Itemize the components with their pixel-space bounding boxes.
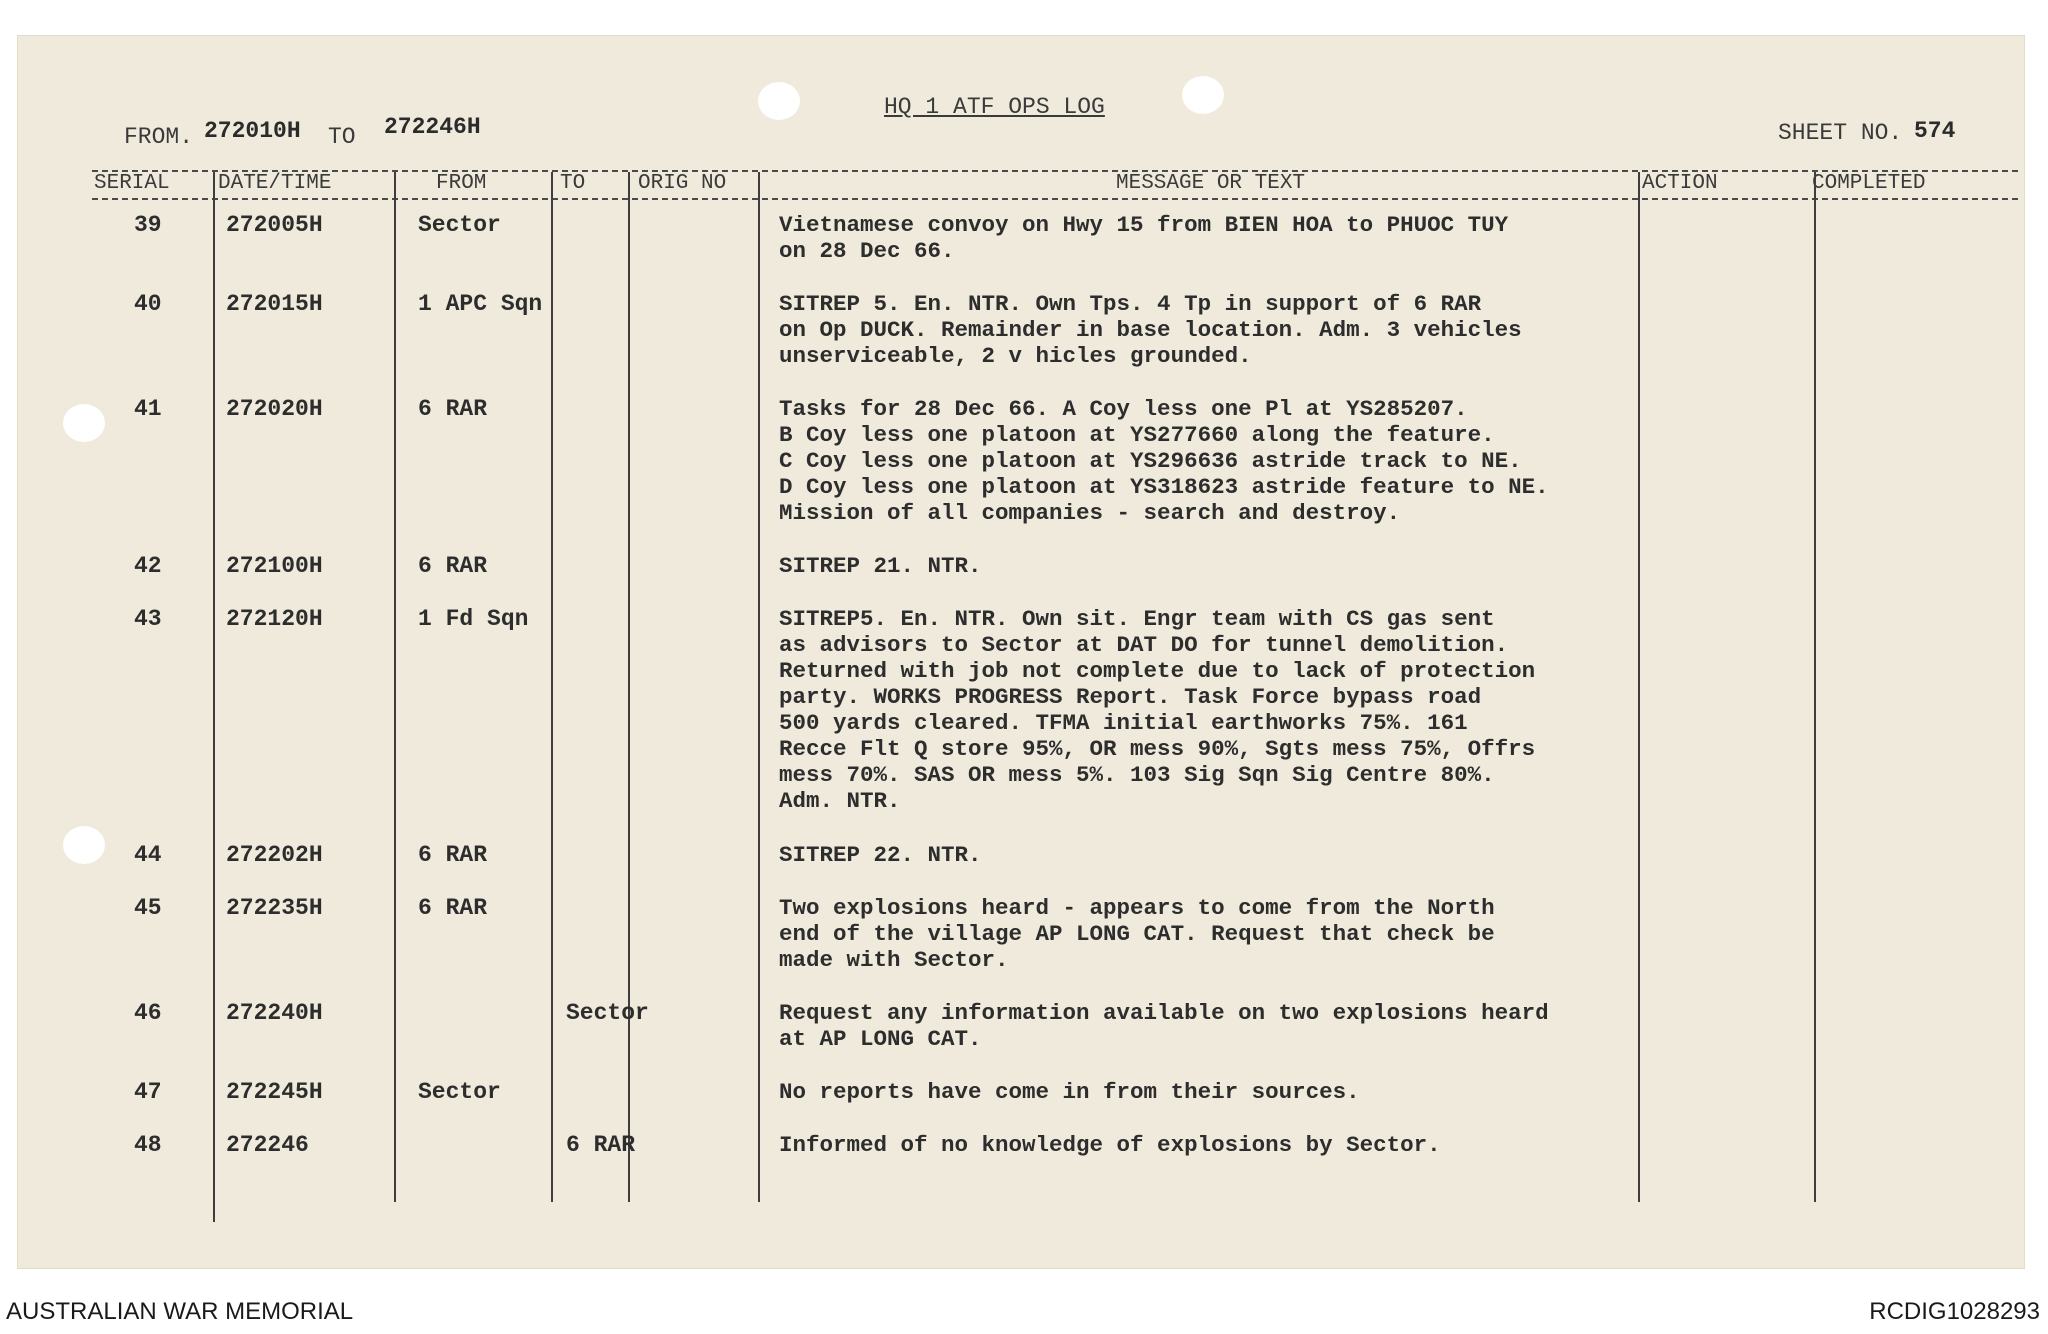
date-time: 272202H (226, 842, 323, 868)
column-rule-2 (394, 172, 396, 1202)
message-line: Mission of all companies - search and destroy. (779, 500, 1401, 526)
date-time: 272235H (226, 895, 323, 921)
date-time: 272005H (226, 212, 323, 238)
message-line: at AP LONG CAT. (779, 1026, 982, 1052)
message-line: end of the village AP LONG CAT. Request that check be (779, 921, 1495, 947)
message-line: SITREP 21. NTR. (779, 553, 982, 579)
document-title: HQ 1 ATF OPS LOG (884, 94, 1105, 120)
message-line: Informed of no knowledge of explosions by Sector. (779, 1132, 1441, 1158)
column-header-serial: SERIAL (94, 172, 170, 195)
to-unit: Sector (566, 1000, 649, 1026)
from-unit: Sector (418, 212, 501, 238)
serial-number: 45 (134, 895, 162, 921)
message-line: made with Sector. (779, 947, 1009, 973)
column-rule-4 (628, 172, 630, 1202)
column-header-orig-no: ORIG NO (638, 172, 727, 195)
message-line: party. WORKS PROGRESS Report. Task Force bypass road (779, 684, 1482, 710)
message-line: mess 70%. SAS OR mess 5%. 103 Sig Sqn Sig Centre 80%. (779, 762, 1495, 788)
serial-number: 42 (134, 553, 162, 579)
message-line: Vietnamese convoy on Hwy 15 from BIEN HOA to PHUOC TUY (779, 212, 1509, 238)
date-time: 272246 (226, 1132, 309, 1158)
from-unit: 1 APC Sqn (418, 291, 543, 317)
message-line: Returned with job not complete due to lack of protection (779, 658, 1536, 684)
serial-number: 48 (134, 1132, 162, 1158)
message-line: Recce Flt Q store 95%, OR mess 90%, Sgts mess 75%, Offrs (779, 736, 1536, 762)
message-line: on 28 Dec 66. (779, 238, 955, 264)
date-time: 272120H (226, 606, 323, 632)
from-unit: Sector (418, 1079, 501, 1105)
from-unit: 6 RAR (418, 553, 488, 579)
serial-number: 39 (134, 212, 162, 238)
message-text (779, 212, 1659, 264)
column-rule-5 (758, 172, 760, 1202)
sheet-number-label: SHEET NO. (1778, 120, 1903, 146)
message-line: SITREP 22. NTR. (779, 842, 982, 868)
message-text (779, 606, 1659, 814)
message-line: 500 yards cleared. TFMA initial earthworks 75%. 161 (779, 710, 1468, 736)
header-rule-top (92, 170, 2018, 172)
serial-number: 44 (134, 842, 162, 868)
message-line: unserviceable, 2 v hicles grounded. (779, 343, 1252, 369)
from-unit: 1 Fd Sqn (418, 606, 529, 632)
message-text (779, 842, 1659, 868)
from-unit: 6 RAR (418, 396, 488, 422)
punch-hole-side-lower (63, 826, 105, 864)
header-rule-bottom (92, 198, 2018, 200)
column-rule-7 (1814, 172, 1816, 1202)
from-unit: 6 RAR (418, 842, 488, 868)
serial-number: 40 (134, 291, 162, 317)
from-unit: 6 RAR (418, 895, 488, 921)
message-text (779, 1000, 1659, 1052)
message-line: Tasks for 28 Dec 66. A Coy less one Pl at YS285207. (779, 396, 1468, 422)
column-header-message: MESSAGE OR TEXT (1116, 172, 1306, 195)
date-time: 272240H (226, 1000, 323, 1026)
footer-archive-name: AUSTRALIAN WAR MEMORIAL (6, 1298, 354, 1325)
message-line: on Op DUCK. Remainder in base location. Adm. 3 vehicles (779, 317, 1522, 343)
to-label: TO (328, 124, 356, 150)
sheet-number-value: 574 (1914, 118, 1956, 144)
message-text (779, 1079, 1659, 1105)
message-line: Request any information available on two explosions heard (779, 1000, 1549, 1026)
date-time: 272015H (226, 291, 323, 317)
message-line: D Coy less one platoon at YS318623 astride feature to NE. (779, 474, 1549, 500)
punch-hole-top-right (1182, 76, 1224, 114)
column-header-action: ACTION (1642, 172, 1718, 195)
punch-hole-top-left (758, 82, 800, 120)
column-header-datetime: DATE/TIME (218, 172, 332, 195)
message-text (779, 1132, 1659, 1158)
to-unit: 6 RAR (566, 1132, 636, 1158)
serial-number: 46 (134, 1000, 162, 1026)
column-rule-3 (551, 172, 553, 1202)
column-header-from: FROM (436, 172, 487, 195)
message-text (779, 396, 1659, 526)
message-line: SITREP5. En. NTR. Own sit. Engr team with CS gas sent (779, 606, 1495, 632)
column-header-completed: COMPLETED (1812, 172, 1926, 195)
footer-record-id: RCDIG1028293 (1869, 1298, 2040, 1325)
column-rule-1 (213, 172, 215, 1222)
message-text (779, 553, 1659, 579)
message-line: B Coy less one platoon at YS277660 along the feature. (779, 422, 1495, 448)
message-line: as advisors to Sector at DAT DO for tunnel demolition. (779, 632, 1509, 658)
from-value: 272010H (204, 118, 301, 144)
punch-hole-side-upper (63, 404, 105, 442)
message-line: C Coy less one platoon at YS296636 astride track to NE. (779, 448, 1522, 474)
serial-number: 41 (134, 396, 162, 422)
date-time: 272100H (226, 553, 323, 579)
message-line: Adm. NTR. (779, 788, 901, 814)
message-text (779, 291, 1659, 369)
message-line: No reports have come in from their sources. (779, 1079, 1360, 1105)
from-label: FROM. (124, 124, 194, 150)
date-time: 272020H (226, 396, 323, 422)
serial-number: 43 (134, 606, 162, 632)
message-text (779, 895, 1659, 973)
to-value: 272246H (384, 114, 481, 140)
date-time: 272245H (226, 1079, 323, 1105)
message-line: SITREP 5. En. NTR. Own Tps. 4 Tp in support of 6 RAR (779, 291, 1482, 317)
message-line: Two explosions heard - appears to come from the North (779, 895, 1495, 921)
column-header-to: TO (560, 172, 586, 195)
serial-number: 47 (134, 1079, 162, 1105)
